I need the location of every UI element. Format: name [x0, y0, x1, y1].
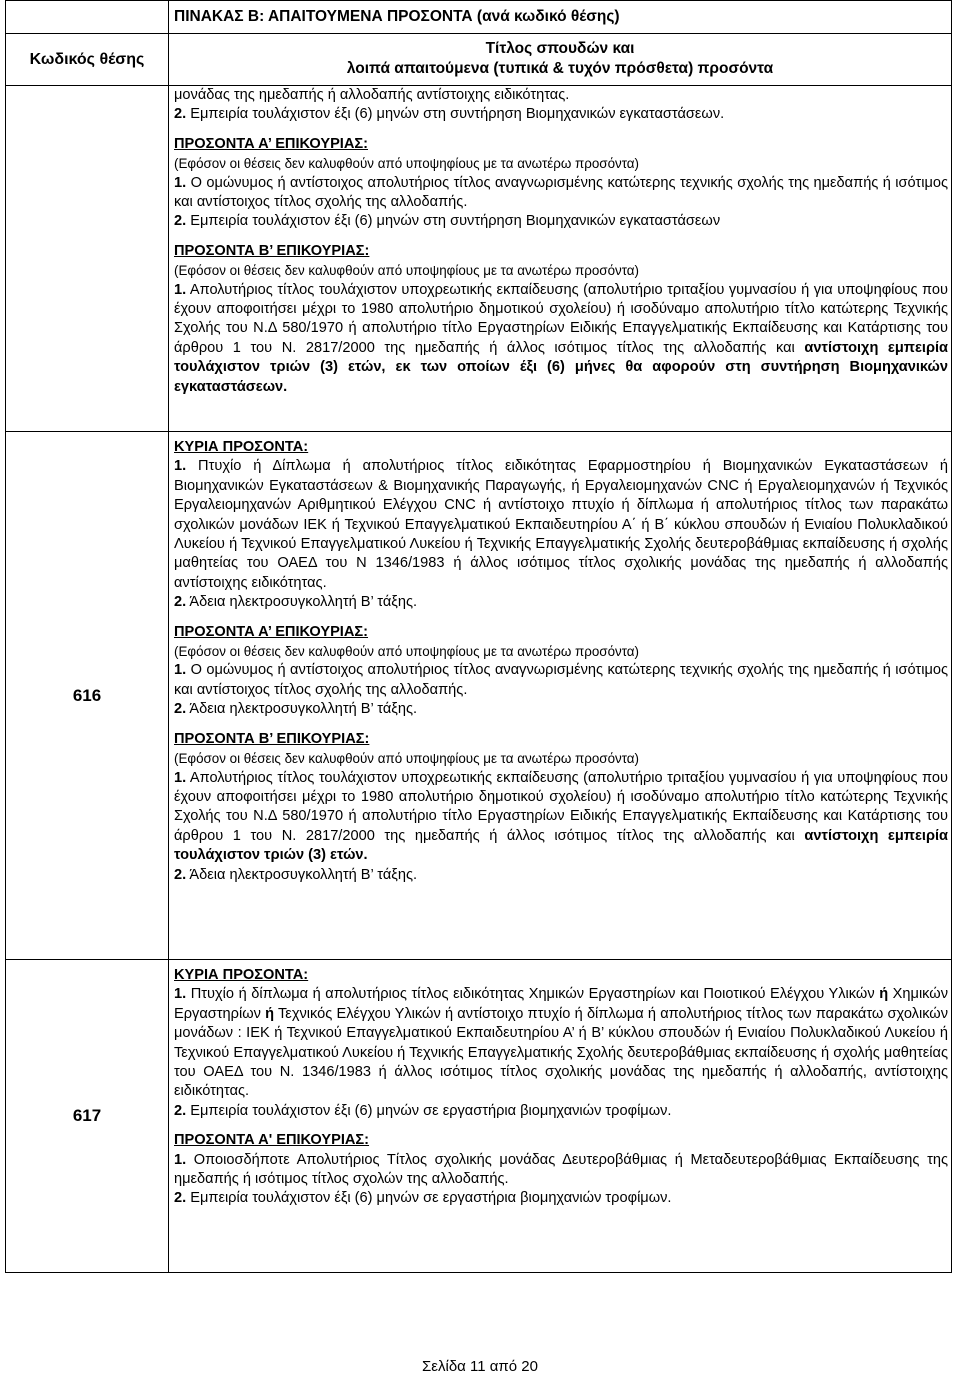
paragraph: 2. Άδεια ηλεκτροσυγκολλητή Β’ τάξης.	[174, 701, 418, 718]
paragraph: 1. Απολυτήριος τίτλος τουλάχιστον υποχρεωτικής εκπαίδευσης (απολυτήριο τριταξίου γυμνασίου ή για υποψηφίους που έχουν αποφοιτήσει μέχρι το 1980 απολυτήριο δημοτικού σχολείου) ή ισοδύναμο απολυτήριο τίτλο κατώτερης Τεχνικής Σχολής του Ν.Δ 580/1970 ή απολυτήριο τίτλο Εργαστηρίων Ειδικής Επαγγελματικής Εκπαίδευσης και Κατάρτισης του άρθρου 1 του Ν. 2817/2000 της ημεδαπής ή άλλος ισότιμος τίτλος της αλλοδαπής και αντίστοιχη εμπειρία τουλάχιστον τριών (3) ετών.	[174, 769, 948, 864]
section-heading: ΚΥΡΙΑ ΠΡΟΣΟΝΤΑ:	[174, 439, 309, 455]
requirements-cell	[169, 960, 951, 1272]
page-number: Σελίδα 11 από 20	[422, 1358, 538, 1375]
paragraph: 1. Οποιοσδήποτε Απολυτήριος Τίτλος σχολικής μονάδας Δευτεροβάθμιας ή Μεταδευτεροβάθμιας Εκπαίδευσης της ημεδαπής ή ισότιμος τίτλος σχολών της αλλοδαπής.	[174, 1151, 948, 1188]
section-note: (Εφόσον οι θέσεις δεν καλυφθούν από υποψηφίους με τα ανωτέρω προσόντα)	[174, 156, 640, 172]
title-spacer-cell	[6, 1, 169, 33]
table-title: ΠΙΝΑΚΑΣ Β: ΑΠΑΙΤΟΥΜΕΝΑ ΠΡΟΣΟΝΤΑ (ανά κωδικό θέσης)	[174, 8, 620, 25]
section-heading: ΠΡΟΣΟΝΤΑ Β’ ΕΠΙΚΟΥΡΙΑΣ:	[174, 242, 370, 259]
section-note: (Εφόσον οι θέσεις δεν καλυφθούν από υποψηφίους με τα ανωτέρω προσόντα)	[174, 751, 640, 767]
section-heading: ΠΡΟΣΟΝΤΑ Α’ ΕΠΙΚΟΥΡΙΑΣ:	[174, 623, 369, 640]
paragraph: 1. Πτυχίο ή Δίπλωμα ή απολυτήριος τίτλος ειδικότητας Εφαρμοστηρίου ή Βιομηχανικών Εγκαταστάσεων ή Βιομηχανικών Εγκαταστάσεων & Βιομηχανικής Παραγωγής, ή Εργαλειομηχανών CNC ή Εργαλειομηχανών ή Τεχνικός Εργαλειομηχανών Αριθμητικού Ελέγχου CNC ή αντίστοιχο πτυχίο ή δίπλωμα ή απολυτήριος τίτλος των παρακάτω σχολικών μονάδων ΙΕΚ ή Τεχνικού Επαγγελματικού Εκπαιδευτηρίου Α΄ ή Β΄ κύκλου σπουδών ή Ενιαίου Πολυκλαδικού Λυκείου ή Τεχνικού Επαγγελματικού Λυκείου ή Τεχνικής Επαγγελματικής Σχολής δευτεροβάθμιας εκπαίδευσης ή σχολής μαθητείας του ΟΑΕΔ του Ν 1346/1983 ή άλλος ισότιμος τίτλος σχολικής μονάδας της ημεδαπής ή αλλοδαπής αντίστοιχης ειδικότητας.	[174, 458, 948, 591]
table-row-617	[6, 959, 951, 1272]
requirements-cell	[169, 432, 951, 959]
requirements-table	[5, 0, 952, 1273]
section-heading: ΠΡΟΣΟΝΤΑ Α' ΕΠΙΚΟΥΡΙΑΣ:	[174, 1132, 370, 1149]
paragraph: 2. Άδεια ηλεκτροσυγκολλητή Β’ τάξης.	[174, 866, 418, 883]
code-cell-empty	[6, 86, 169, 431]
table-title-row	[6, 1, 951, 33]
table-header-row	[6, 33, 951, 85]
table-row-616	[6, 431, 951, 959]
section-heading: ΠΡΟΣΟΝΤΑ Α’ ΕΠΙΚΟΥΡΙΑΣ:	[174, 135, 369, 152]
header-title-line2: λοιπά απαιτούμενα (τυπικά & τυχόν πρόσθετα) προσόντα	[346, 60, 774, 77]
paragraph: 2. Εμπειρία τουλάχιστον έξι (6) μηνών στη συντήρηση Βιομηχανικών εγκαταστάσεων.	[174, 106, 725, 123]
section-heading: ΚΥΡΙΑ ΠΡΟΣΟΝΤΑ:	[174, 967, 309, 983]
position-code: 617	[6, 960, 169, 1272]
paragraph: μονάδας της ημεδαπής ή αλλοδαπής αντίστοιχης ειδικότητας.	[174, 87, 570, 103]
paragraph: 2. Εμπειρία τουλάχιστον έξι (6) μηνών στη συντήρηση Βιομηχανικών εγκαταστάσεων	[174, 213, 721, 230]
table-row-continued	[6, 85, 951, 431]
section-note: (Εφόσον οι θέσεις δεν καλυφθούν από υποψηφίους με τα ανωτέρω προσόντα)	[174, 644, 640, 660]
header-title-line1: Τίτλος σπουδών και	[485, 40, 635, 57]
position-code: 616	[6, 432, 169, 959]
requirements-cell	[169, 86, 951, 431]
section-note: (Εφόσον οι θέσεις δεν καλυφθούν από υποψηφίους με τα ανωτέρω προσόντα)	[174, 263, 640, 279]
paragraph: 2. Άδεια ηλεκτροσυγκολλητή Β’ τάξης.	[174, 594, 418, 611]
paragraph: 1. Ο ομώνυμος ή αντίστοιχος απολυτήριος τίτλος αναγνωρισμένης κατώτερης τεχνικής σχολής της ημεδαπής ή ισότιμος και αντίστοιχος τίτλος σχολής της αλλοδαπής.	[174, 662, 948, 698]
paragraph: 1. Πτυχίο ή δίπλωμα ή απολυτήριος τίτλος ειδικότητας Χημικών Εργαστηρίων και Ποιοτικού Ελέγχου Υλικών ή Χημικών Εργαστηρίων ή Τεχνικός Ελέγχου Υλικών ή αντίστοιχο πτυχίο ή δίπλωμα ή απολυτήριος τίτλος των παρακάτω σχολικών μονάδων : ΙΕΚ ή Τεχνικού Επαγγελματικού Εκπαιδευτηρίου Α’ ή Β’ κύκλου σπουδών ή Ενιαίου Πολυκλαδικού Λυκείου ή Τεχνικού Επαγγελματικού Λυκείου ή Τεχνικής Επαγγελματικής Σχολής δευτεροβάθμιας εκπαίδευσης ή σχολής μαθητείας του ΟΑΕΔ του Ν. 1346/1983 ή άλλος ισότιμος τίτλος σχολικής μονάδας της ημεδαπής ή αλλοδαπής, αντίστοιχης ειδικότητας.	[174, 986, 949, 1100]
header-title-col	[169, 34, 951, 85]
paragraph: 2. Εμπειρία τουλάχιστον έξι (6) μηνών σε εργαστήρια βιομηχανιών τροφίμων.	[174, 1190, 672, 1207]
header-code-col: Κωδικός θέσης	[6, 34, 169, 85]
section-heading: ΠΡΟΣΟΝΤΑ Β’ ΕΠΙΚΟΥΡΙΑΣ:	[174, 730, 370, 747]
paragraph: 2. Εμπειρία τουλάχιστον έξι (6) μηνών σε εργαστήρια βιομηχανιών τροφίμων.	[174, 1102, 672, 1119]
paragraph: 1. Ο ομώνυμος ή αντίστοιχος απολυτήριος τίτλος αναγνωρισμένης κατώτερης τεχνικής σχολής της ημεδαπής ή ισότιμος και αντίστοιχος τίτλος σχολής της αλλοδαπής.	[174, 174, 948, 211]
paragraph: 1. Απολυτήριος τίτλος τουλάχιστον υποχρεωτικής εκπαίδευσης (απολυτήριο τριταξίου γυμνασίου ή για υποψηφίους που έχουν αποφοιτήσει μέχρι το 1980 απολυτήριο δημοτικού σχολείου) ή ισοδύναμο απολυτήριο τίτλο κατώτερης Τεχνικής Σχολής του Ν.Δ 580/1970 ή απολυτήριο τίτλο Εργαστηρίων Ειδικής Επαγγελματικής Εκπαίδευσης και Κατάρτισης του άρθρου 1 του Ν. 2817/2000 της ημεδαπής ή άλλος ισότιμος τίτλος της αλλοδαπής και αντίστοιχη εμπειρία τουλάχιστον τριών (3) ετών, εκ των οποίων έξι (6) μήνες θα αφορούν στη συντήρηση Βιομηχανικών εγκαταστάσεων.	[174, 281, 948, 395]
